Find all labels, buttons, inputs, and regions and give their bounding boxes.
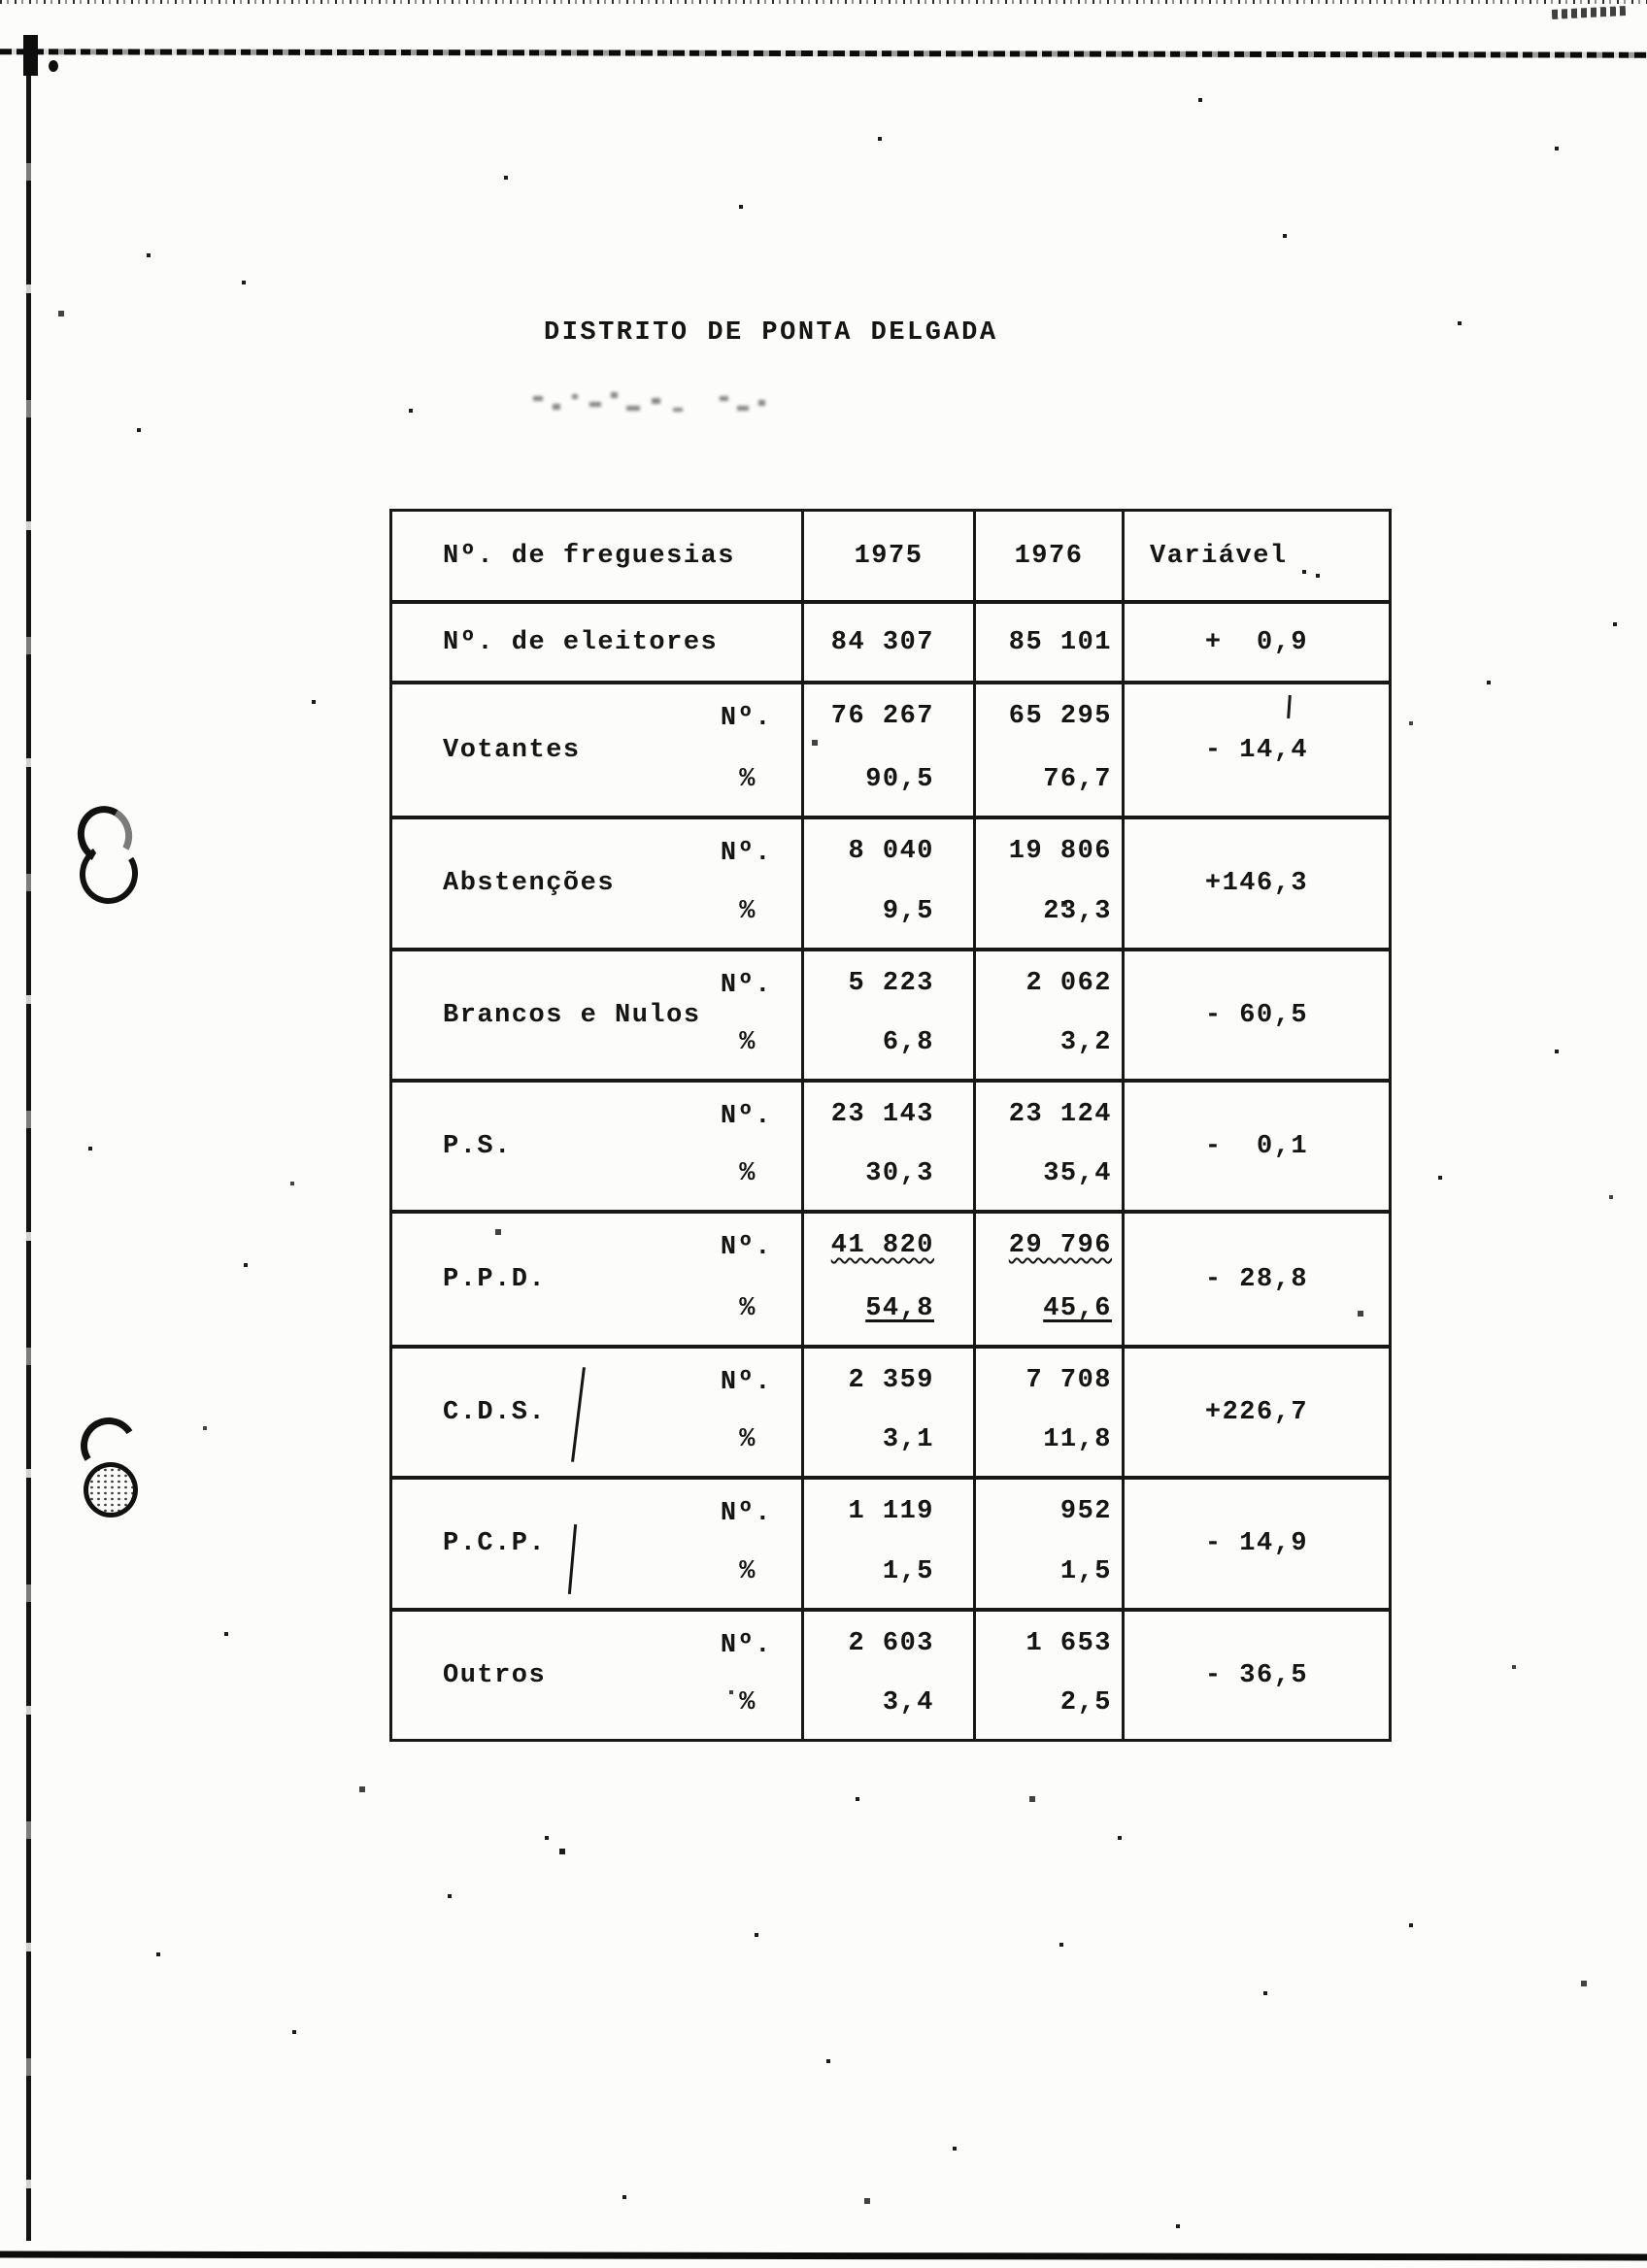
unit-percent-label: %: [739, 1425, 756, 1454]
header-1976-cell: [973, 512, 1122, 600]
unit-number-label: Nº.: [720, 839, 772, 868]
count-1976: 952: [1059, 1497, 1112, 1526]
unit-number-label: Nº.: [720, 704, 772, 733]
unit-number-label: Nº.: [720, 971, 772, 1000]
value-variavel: - 28,8: [1204, 1264, 1309, 1294]
percent-1976: 3,2: [1059, 1028, 1112, 1057]
header-1975: 1975: [854, 541, 924, 571]
row-label: Nº. de eleitores: [443, 627, 719, 657]
value-variavel: - 14,4: [1204, 735, 1309, 765]
header-1976: 1976: [1014, 541, 1084, 571]
corner-ink-mark: [23, 35, 38, 76]
header-label: Nº. de freguesias: [443, 541, 735, 571]
header-label-cell: [392, 512, 801, 600]
percent-1976: 76,7: [1043, 765, 1112, 794]
count-1976: 2 062: [1025, 969, 1112, 998]
table-row-eleitores: [392, 600, 1389, 681]
unit-percent-label: %: [739, 1557, 756, 1586]
percent-1976: 35,4: [1043, 1159, 1112, 1188]
unit-number-label: Nº.: [720, 1631, 772, 1660]
header-variavel-cell: [1122, 512, 1389, 600]
scan-noise-band-top: [0, 0, 1647, 4]
row-label: Outros: [443, 1660, 547, 1690]
percent-1975: 3,1: [882, 1425, 934, 1454]
unit-percent-label: %: [739, 765, 756, 794]
value-variavel: - 0,1: [1204, 1131, 1309, 1161]
table-row-ps: [392, 1079, 1389, 1210]
row-label: Brancos e Nulos: [443, 1000, 701, 1030]
document-title: DISTRITO DE PONTA DELGADA: [544, 318, 998, 348]
count-1975: 8 040: [848, 837, 934, 866]
unit-number-label: Nº.: [720, 1368, 772, 1397]
value-variavel: + 0,9: [1204, 627, 1309, 657]
table-row-abstencoes: [392, 816, 1389, 948]
value-variavel: +226,7: [1204, 1397, 1309, 1427]
value-variavel: +146,3: [1204, 869, 1309, 898]
percent-1975: 9,5: [882, 897, 934, 926]
scan-noise-band-second: [0, 49, 1647, 58]
handwriting-smudge: [1552, 6, 1626, 19]
count-1975: 76 267: [830, 702, 934, 731]
count-1976: 7 708: [1025, 1366, 1112, 1395]
value-1976: 85 101: [1008, 627, 1112, 657]
binding-edge-line: [26, 56, 31, 2241]
count-1975: 1 119: [848, 1497, 934, 1526]
percent-1975: 6,8: [882, 1028, 934, 1057]
row-label: P.P.D.: [443, 1264, 547, 1294]
unit-percent-label: %: [739, 1159, 756, 1188]
percent-1975: 1,5: [882, 1557, 934, 1586]
table-row-pcp: [392, 1476, 1389, 1608]
value-variavel: - 14,9: [1204, 1529, 1309, 1558]
unit-percent-label: %: [739, 1688, 756, 1718]
table-row-brancos-nulos: [392, 948, 1389, 1079]
value-variavel: - 36,5: [1204, 1660, 1309, 1690]
table-header-row: [392, 512, 1389, 600]
row-label: P.C.P.: [443, 1529, 547, 1558]
percent-1976: 23,3: [1043, 897, 1112, 926]
header-1975-cell: [801, 512, 973, 600]
table-row-ppd: [392, 1210, 1389, 1345]
count-1976: 29 796: [1008, 1231, 1112, 1260]
results-table: [389, 509, 1392, 1742]
table-row-cds: [392, 1345, 1389, 1476]
scan-specks: [0, 0, 2, 2]
percent-1976: 11,8: [1043, 1425, 1112, 1454]
percent-1975: 54,8: [865, 1294, 934, 1323]
percent-1975: 3,4: [882, 1688, 934, 1718]
unit-number-label: Nº.: [720, 1102, 772, 1131]
illegible-smudge: [529, 388, 889, 425]
count-1976: 65 295: [1008, 702, 1112, 731]
hole-punch-bottom-ring: [84, 1462, 138, 1518]
unit-number-label: Nº.: [720, 1499, 772, 1528]
count-1976: 23 124: [1008, 1100, 1112, 1129]
row-label: C.D.S.: [443, 1397, 547, 1427]
scan-noise-band-bottom: [0, 2251, 1647, 2261]
count-1975: 2 603: [848, 1629, 934, 1658]
value-1975: 84 307: [830, 627, 934, 657]
table-row-outros: [392, 1608, 1389, 1739]
count-1976: 1 653: [1025, 1629, 1112, 1658]
table-row-votantes: [392, 681, 1389, 816]
row-label: Abstenções: [443, 869, 616, 898]
percent-1976: 1,5: [1059, 1557, 1112, 1586]
count-1975: 5 223: [848, 969, 934, 998]
percent-1976: 2,5: [1059, 1688, 1112, 1718]
percent-1976: 45,6: [1043, 1294, 1112, 1323]
row-label: P.S.: [443, 1131, 512, 1161]
unit-percent-label: %: [739, 1294, 756, 1323]
count-1975: 23 143: [830, 1100, 934, 1129]
count-1975: 41 820: [830, 1231, 934, 1260]
percent-1975: 90,5: [865, 765, 934, 794]
header-variavel: Variável: [1150, 541, 1288, 571]
unit-percent-label: %: [739, 897, 756, 926]
ink-dot: [49, 60, 58, 72]
percent-1975: 30,3: [865, 1159, 934, 1188]
count-1976: 19 806: [1008, 837, 1112, 866]
value-variavel: - 60,5: [1204, 1000, 1309, 1030]
row-label: Votantes: [443, 735, 581, 765]
count-1975: 2 359: [848, 1366, 934, 1395]
unit-percent-label: %: [739, 1028, 756, 1057]
unit-number-label: Nº.: [720, 1233, 772, 1262]
